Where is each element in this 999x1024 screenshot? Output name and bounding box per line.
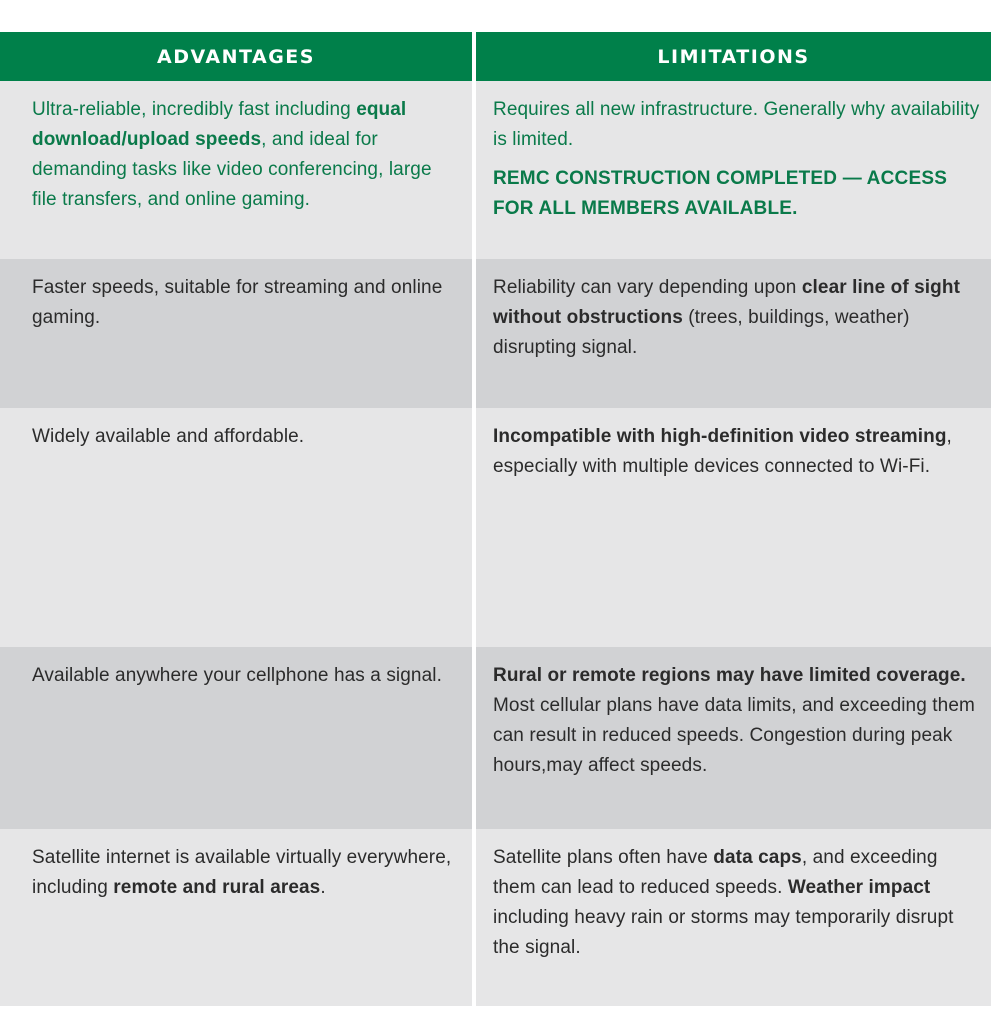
- bold-text-segment: Incompatible with high-definition video streaming: [493, 426, 947, 447]
- text-segment: , especially with multiple devices connected to Wi-Fi.: [493, 426, 952, 477]
- table-header: [0, 32, 991, 81]
- comparison-table: [0, 32, 991, 1006]
- advantages-cell: [0, 647, 472, 829]
- advantages-text: [32, 661, 452, 691]
- text-segment: (trees, buildings, weather) disrupting signal.: [493, 307, 910, 358]
- bold-text-segment: remote and rural areas: [113, 877, 321, 898]
- text-segment: Available anywhere your cellphone has a signal.: [32, 665, 442, 686]
- bold-text-segment: Rural or remote regions may have limited coverage.: [493, 665, 966, 686]
- limitations-text: [493, 273, 981, 363]
- limitations-cell: [476, 408, 991, 647]
- limitations-text: [493, 95, 981, 155]
- advantages-text: [32, 422, 452, 452]
- text-segment: Ultra-reliable, incredibly fast including: [32, 99, 357, 120]
- construction-notice: REMC CONSTRUCTION COMPLETED — ACCESS FOR ALL MEMBERS AVAILABLE.: [493, 168, 948, 219]
- text-segment: Satellite internet is available virtually everywhere, including: [32, 847, 452, 898]
- table-row: [0, 259, 991, 408]
- advantages-cell: [0, 408, 472, 647]
- text-segment: Widely available and affordable.: [32, 426, 305, 447]
- advantages-cell: [0, 829, 472, 1006]
- text-segment: Most cellular plans have data limits, and exceeding them can result in reduced speeds. Congestion during peak hours,may affect speeds.: [493, 695, 975, 776]
- bold-text-segment: equal download/upload speeds: [32, 99, 407, 150]
- text-segment: Requires all new infrastructure. Generally why availability is limited.: [493, 99, 980, 150]
- text-segment: Reliability can vary depending upon: [493, 277, 802, 298]
- text-segment: .: [320, 877, 326, 898]
- advantages-text: [32, 843, 452, 903]
- header-advantages: ADVANTAGES: [0, 32, 472, 81]
- table-row: [0, 408, 991, 647]
- bold-text-segment: data caps: [713, 847, 802, 868]
- header-limitations: LIMITATIONS: [476, 32, 991, 81]
- text-segment: Faster speeds, suitable for streaming and online gaming.: [32, 277, 443, 328]
- table-row: [0, 829, 991, 1006]
- limitations-cell: [476, 81, 991, 259]
- advantages-cell: [0, 81, 472, 259]
- limitations-text: [493, 661, 981, 781]
- limitations-cell: [476, 829, 991, 1006]
- limitations-text: [493, 843, 981, 963]
- limitations-cell: [476, 647, 991, 829]
- text-segment: including heavy rain or storms may temporarily disrupt the signal.: [493, 907, 954, 958]
- table-row: [0, 81, 991, 259]
- advantages-cell: [0, 259, 472, 408]
- advantages-text: [32, 95, 452, 215]
- text-segment: , and exceeding them can lead to reduced speeds.: [493, 847, 938, 898]
- limitations-text: [493, 422, 981, 482]
- advantages-text: [32, 273, 452, 333]
- limitations-cell: [476, 259, 991, 408]
- bold-text-segment: clear line of sight without obstructions: [493, 277, 961, 328]
- text-segment: Satellite plans often have: [493, 847, 714, 868]
- bold-text-segment: Weather impact: [787, 877, 931, 898]
- table-row: [0, 647, 991, 829]
- text-segment: , and ideal for demanding tasks like video conferencing, large file transfers, and online gaming.: [32, 129, 432, 210]
